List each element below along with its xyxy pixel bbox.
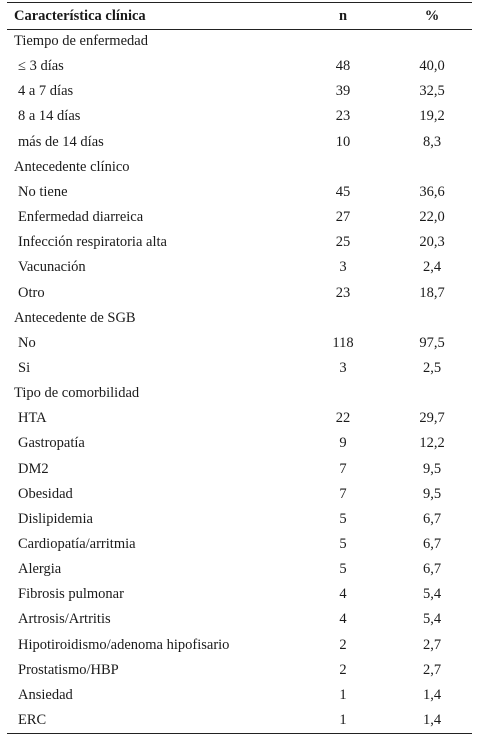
row-label: DM2	[18, 460, 49, 477]
row-label: Enfermedad diarreica	[18, 209, 144, 225]
header-characteristic: Característica clínica	[14, 8, 146, 24]
row-label: 4 a 7 días	[18, 83, 74, 100]
row-n: 1	[339, 712, 347, 728]
row-n: 10	[335, 133, 351, 150]
row-n: 45	[335, 183, 351, 200]
row-n: 2	[339, 636, 347, 653]
row-percent: 2,4	[422, 259, 442, 276]
row-n: 5	[339, 536, 347, 552]
row-label: Hipotiroidismo/adenoma hipofisario	[18, 636, 230, 653]
row-n: 3	[339, 359, 347, 376]
row-label: Prostatismo/HBP	[18, 661, 119, 678]
row-label: Cardiopatía/arritmia	[18, 536, 136, 552]
row-percent: 9,5	[422, 485, 442, 502]
row-percent: 29,7	[419, 410, 445, 427]
table-row	[0, 582, 479, 607]
table-row	[0, 331, 479, 356]
group-label: Antecedente de SGB	[14, 309, 136, 326]
group-row	[0, 306, 479, 331]
row-label: Alergia	[18, 561, 62, 578]
table-row	[0, 683, 479, 708]
table-row	[0, 130, 479, 155]
row-percent: 6,7	[422, 510, 442, 527]
row-percent: 32,5	[419, 83, 445, 100]
row-percent: 36,6	[419, 183, 445, 200]
row-label: Si	[18, 359, 31, 376]
group-row	[0, 29, 479, 54]
header-n: n	[338, 8, 348, 24]
row-n: 25	[335, 234, 351, 251]
table-header	[0, 4, 479, 29]
row-label: Vacunación	[18, 259, 86, 276]
row-percent: 5,4	[422, 611, 442, 628]
row-n: 4	[339, 611, 347, 628]
row-n: 39	[335, 83, 351, 100]
table-row	[0, 482, 479, 507]
row-label: ERC	[18, 712, 47, 728]
row-percent: 6,7	[422, 561, 442, 578]
table-row	[0, 507, 479, 532]
table-row	[0, 180, 479, 205]
table-row	[0, 230, 479, 255]
row-n: 27	[335, 209, 351, 225]
row-label: Fibrosis pulmonar	[18, 586, 124, 603]
row-label: Ansiedad	[18, 686, 73, 703]
row-percent: 12,2	[419, 435, 445, 452]
row-n: 9	[339, 435, 347, 452]
row-percent: 19,2	[419, 108, 445, 125]
row-percent: 2,7	[422, 661, 442, 678]
group-label: Tiempo de enfermedad	[14, 33, 148, 49]
table-row	[0, 406, 479, 431]
row-label: 8 a 14 días	[18, 108, 81, 125]
group-label: Tipo de comorbilidad	[14, 385, 140, 402]
table-row	[0, 79, 479, 104]
row-percent: 22,0	[419, 209, 445, 225]
row-label: Otro	[18, 284, 45, 301]
table-row	[0, 557, 479, 582]
row-percent: 1,4	[422, 686, 442, 703]
group-label: Antecedente clínico	[14, 158, 130, 175]
row-percent: 2,7	[422, 636, 442, 653]
row-label: No	[18, 334, 36, 351]
row-n: 2	[339, 661, 347, 678]
row-label: Infección respiratoria alta	[18, 234, 167, 251]
row-label: ≤ 3 días	[18, 58, 64, 75]
row-n: 3	[339, 259, 347, 276]
table-row	[0, 356, 479, 381]
table-row	[0, 708, 479, 733]
row-percent: 5,4	[422, 586, 442, 603]
row-percent: 20,3	[419, 234, 445, 251]
row-percent: 8,3	[422, 133, 442, 150]
row-percent: 1,4	[422, 712, 442, 728]
table-row	[0, 532, 479, 557]
header-percent: %	[424, 8, 440, 24]
row-n: 7	[339, 460, 347, 477]
row-label: HTA	[18, 410, 47, 427]
table-row	[0, 607, 479, 632]
top-rule	[7, 2, 472, 3]
group-row	[0, 155, 479, 180]
row-n: 23	[335, 108, 351, 125]
table-row	[0, 633, 479, 658]
table-row	[0, 281, 479, 306]
row-n: 48	[335, 58, 351, 75]
table-row	[0, 658, 479, 683]
row-n: 5	[339, 561, 347, 578]
table-row	[0, 255, 479, 280]
table-row	[0, 457, 479, 482]
table-row	[0, 104, 479, 129]
row-label: Obesidad	[18, 485, 73, 502]
table-row	[0, 205, 479, 230]
row-n: 22	[335, 410, 351, 427]
row-percent: 2,5	[422, 359, 442, 376]
group-row	[0, 381, 479, 406]
row-percent: 9,5	[422, 460, 442, 477]
row-label: No tiene	[18, 183, 68, 200]
row-percent: 97,5	[419, 334, 445, 351]
row-label: Gastropatía	[18, 435, 85, 452]
row-n: 118	[332, 334, 354, 351]
row-n: 1	[339, 686, 347, 703]
row-label: más de 14 días	[18, 133, 104, 150]
row-label: Artrosis/Artritis	[18, 611, 111, 628]
row-label: Dislipidemia	[18, 510, 93, 527]
row-percent: 40,0	[419, 58, 445, 75]
table-row	[0, 54, 479, 79]
row-n: 7	[339, 485, 347, 502]
row-percent: 6,7	[422, 536, 442, 552]
row-percent: 18,7	[419, 284, 445, 301]
row-n: 5	[339, 510, 347, 527]
bottom-rule	[7, 733, 472, 734]
row-n: 4	[339, 586, 347, 603]
row-n: 23	[335, 284, 351, 301]
table-row	[0, 431, 479, 456]
